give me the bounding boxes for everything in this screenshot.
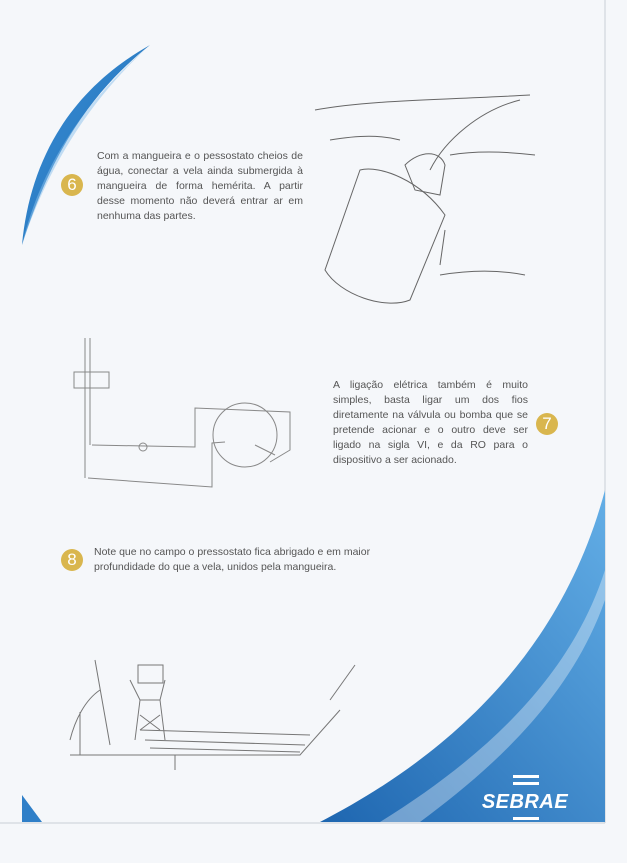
sebrae-logo-text: SEBRAE	[481, 791, 569, 813]
step-7-badge: 7	[536, 413, 558, 435]
step-7-text: A ligação elétrica também é muito simples, basta ligar um dos fios diretamente na válvula ou bomba que se pretende acionar e o outro deve ser ligado na sigla VI, e da RO para o dispositivo a ser acionado.	[333, 379, 528, 466]
step-6-badge: 6	[61, 174, 83, 196]
step-8-text: Note que no campo o pressostato fica abrigado e em maior profundidade do que a vela, unidos pela mangueira.	[94, 546, 371, 573]
sebrae-logo	[470, 773, 580, 823]
step-6-text: Com a mangueira e o pessostato cheios de água, conectar a vela ainda submergida à mangueira de forma hemérita. A partir desse momento não deverá entrar ar em nenhuma das partes.	[97, 150, 303, 222]
step-8-badge: 8	[61, 549, 83, 571]
